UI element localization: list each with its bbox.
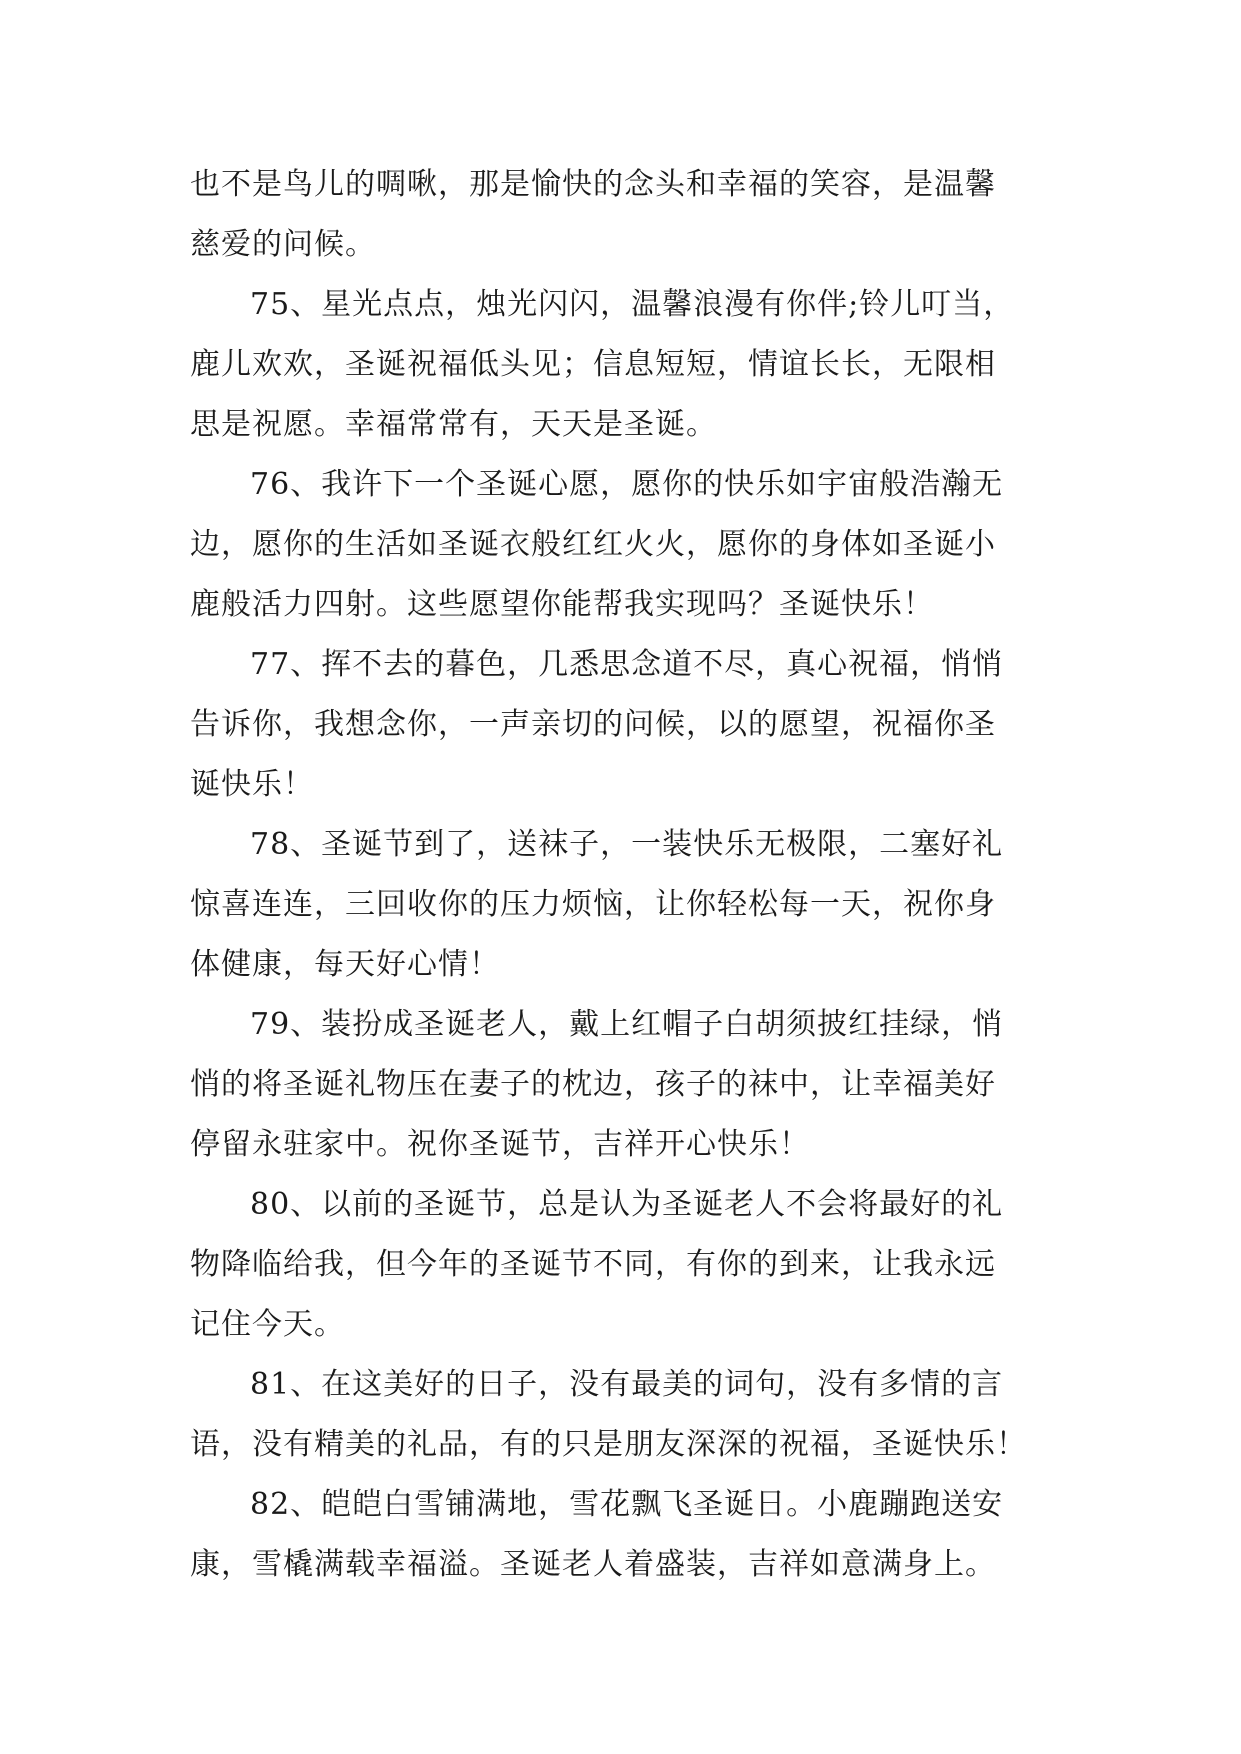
text-line: 78、圣诞节到了，送袜子，一装快乐无极限，二塞好礼	[250, 827, 1004, 862]
text-line: 物降临给我，但今年的圣诞节不同，有你的到来，让我永远	[190, 1247, 996, 1282]
paragraph-77	[190, 635, 1090, 815]
text-line: 79、装扮成圣诞老人，戴上红帽子白胡须披红挂绿，悄	[250, 1007, 1004, 1042]
text-line: 80、以前的圣诞节，总是认为圣诞老人不会将最好的礼	[250, 1187, 1004, 1222]
paragraph-81	[190, 1355, 1090, 1475]
text-line: 记住今天。	[190, 1307, 345, 1342]
text-line: 鹿般活力四射。这些愿望你能帮我实现吗？圣诞快乐！	[190, 587, 934, 622]
text-line: 体健康，每天好心情！	[190, 947, 500, 982]
text-line: 语，没有精美的礼品，有的只是朋友深深的祝福，圣诞快乐！	[190, 1427, 1027, 1462]
text-line: 鹿儿欢欢，圣诞祝福低头见；信息短短，情谊长长，无限相	[190, 347, 996, 382]
text-line: 77、挥不去的暮色，几悉思念道不尽，真心祝福，悄悄	[250, 647, 1004, 682]
text-line: 边，愿你的生活如圣诞衣般红红火火，愿你的身体如圣诞小	[190, 527, 996, 562]
text-line: 告诉你，我想念你，一声亲切的问候，以的愿望，祝福你圣	[190, 707, 996, 742]
text-line: 悄的将圣诞礼物压在妻子的枕边，孩子的袜中，让幸福美好	[190, 1067, 996, 1102]
paragraph-79	[190, 995, 1090, 1175]
text-line: 76、我许下一个圣诞心愿，愿你的快乐如宇宙般浩瀚无	[250, 467, 1004, 502]
text-line: 75、星光点点，烛光闪闪，温馨浪漫有你伴;铃儿叮当，	[250, 287, 1015, 322]
paragraph-76	[190, 455, 1090, 635]
text-line: 诞快乐！	[190, 767, 314, 802]
text-line: 慈爱的问候。	[190, 227, 376, 262]
text-line: 81、在这美好的日子，没有最美的词句，没有多情的言	[250, 1367, 1004, 1402]
paragraph-80	[190, 1175, 1090, 1355]
paragraph-continuation	[190, 155, 1090, 275]
text-line: 惊喜连连，三回收你的压力烦恼，让你轻松每一天，祝你身	[190, 887, 996, 922]
paragraph-75	[190, 275, 1090, 455]
text-line: 也不是鸟儿的啁啾，那是愉快的念头和幸福的笑容，是温馨	[190, 167, 996, 202]
paragraph-82	[190, 1475, 1090, 1595]
text-line: 82、皑皑白雪铺满地，雪花飘飞圣诞日。小鹿蹦跑送安	[250, 1487, 1004, 1522]
document-body	[190, 155, 1090, 1595]
paragraph-78	[190, 815, 1090, 995]
text-line: 康，雪橇满载幸福溢。圣诞老人着盛装，吉祥如意满身上。	[190, 1547, 996, 1582]
text-line: 停留永驻家中。祝你圣诞节，吉祥开心快乐！	[190, 1127, 810, 1162]
text-line: 思是祝愿。幸福常常有，天天是圣诞。	[190, 407, 717, 442]
